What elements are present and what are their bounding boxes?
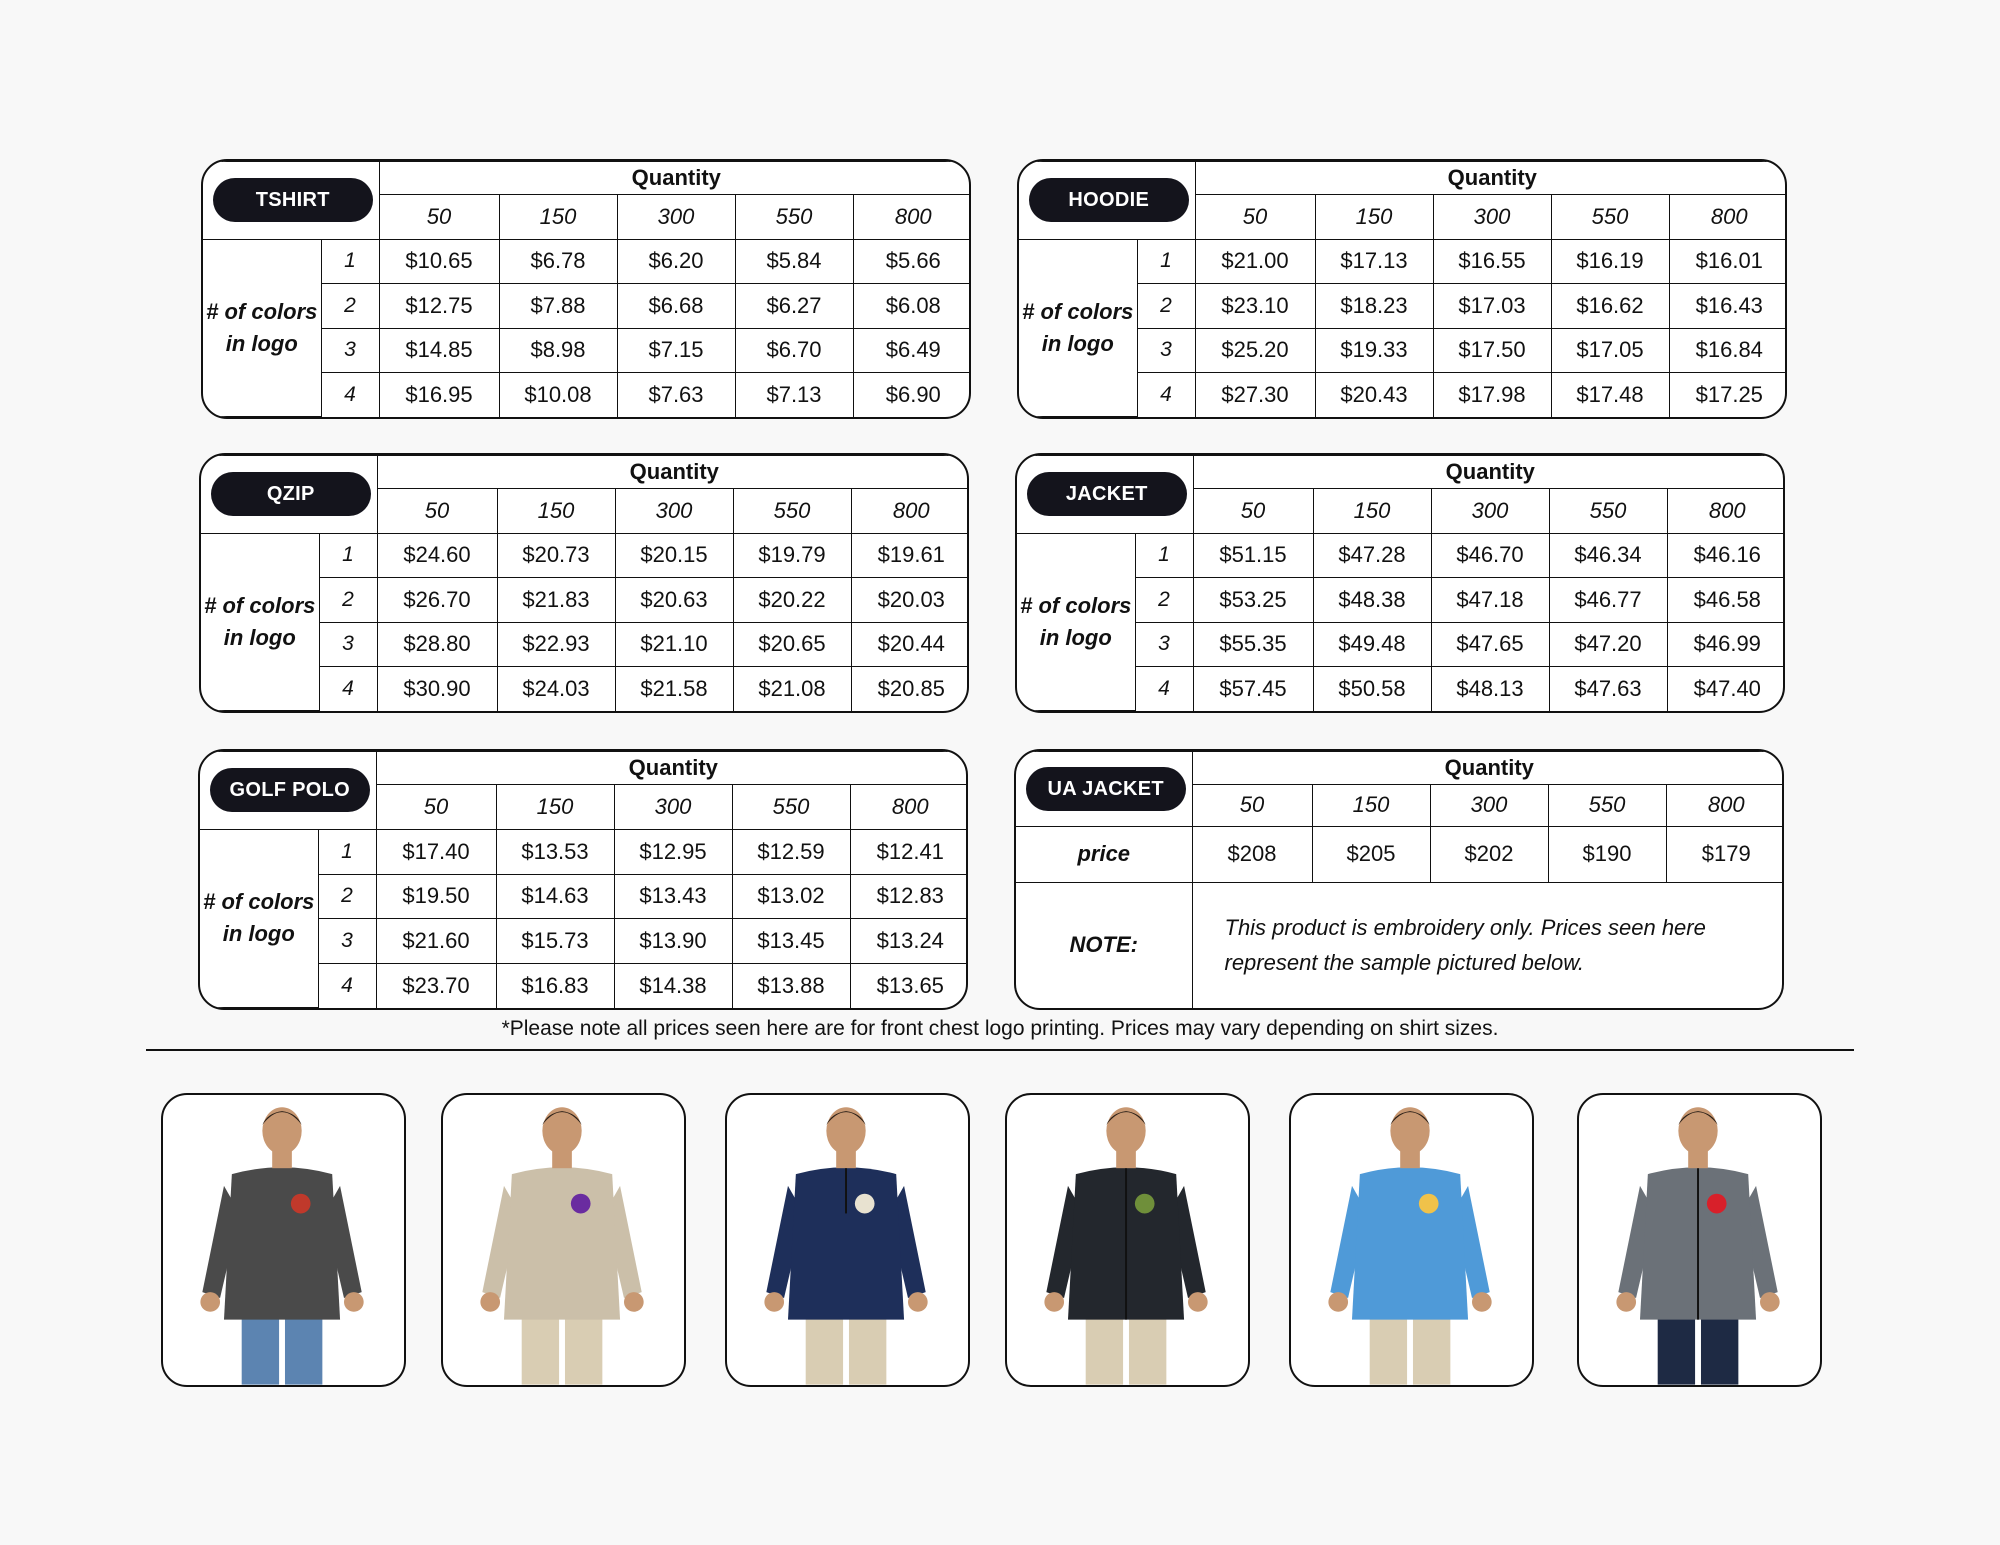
price-cell: $46.16 [1667, 533, 1785, 578]
price-cell: $30.90 [377, 667, 497, 711]
colors-in-logo-label: # of colors in logo [203, 239, 321, 416]
price-cell: $12.95 [614, 829, 732, 874]
color-count: 1 [1135, 533, 1193, 578]
ua-jacket-product-photo [1577, 1093, 1822, 1387]
color-count: 4 [321, 373, 379, 417]
quantity-header: Quantity [377, 456, 969, 489]
price-cell: $16.01 [1669, 239, 1787, 284]
price-cell: $12.41 [850, 829, 968, 874]
colors-in-logo-label: # of colors in logo [200, 829, 318, 1007]
quantity-column-header: 550 [733, 489, 851, 534]
price-cell: $18.23 [1315, 284, 1433, 329]
quantity-column-header: 800 [1669, 195, 1787, 240]
price-cell: $14.38 [614, 964, 732, 1008]
quantity-column-header: 150 [1315, 195, 1433, 240]
table-row [200, 829, 968, 874]
color-count: 4 [318, 964, 376, 1008]
price-cell: $22.93 [497, 622, 615, 667]
divider [146, 1049, 1854, 1051]
price-cell: $46.99 [1667, 622, 1785, 667]
price-cell: $17.05 [1551, 328, 1669, 373]
table-row [201, 533, 969, 578]
price-cell: $20.85 [851, 667, 969, 711]
price-cell: $20.15 [615, 533, 733, 578]
color-count: 3 [319, 622, 377, 667]
price-cell: $10.65 [379, 239, 499, 284]
jacket-price-table [1017, 455, 1785, 711]
price-cell: $17.98 [1433, 373, 1551, 417]
price-cell: $13.90 [614, 919, 732, 964]
price-cell: $13.02 [732, 874, 850, 919]
color-count: 1 [319, 533, 377, 578]
color-count: 2 [1135, 578, 1193, 623]
price-cell: $20.03 [851, 578, 969, 623]
price-cell: $21.58 [615, 667, 733, 711]
quantity-column-header: 300 [615, 489, 733, 534]
price-cell: $12.75 [379, 284, 499, 329]
price-cell: $16.95 [379, 373, 499, 417]
price-cell: $26.70 [377, 578, 497, 623]
ua-jacket-model-image [1579, 1095, 1820, 1385]
note-row [1016, 882, 1784, 1008]
quantity-column-header: 150 [499, 195, 617, 240]
golf-polo-price-table [200, 751, 968, 1008]
ua-jacket-price-table [1016, 751, 1784, 1008]
color-count: 4 [319, 667, 377, 711]
price-cell: $5.66 [853, 239, 971, 284]
color-count: 3 [1137, 328, 1195, 373]
price-cell: $10.08 [499, 373, 617, 417]
price-cell: $25.20 [1195, 328, 1315, 373]
price-cell: $47.65 [1431, 622, 1549, 667]
color-count: 2 [321, 284, 379, 329]
table-row [1016, 826, 1784, 882]
quantity-column-header: 550 [1551, 195, 1669, 240]
qzip-label: QZIP [211, 472, 371, 516]
price-cell: $16.83 [496, 964, 614, 1008]
price-cell: $53.25 [1193, 578, 1313, 623]
price-row-label: price [1016, 826, 1192, 882]
quantity-column-header: 800 [1667, 489, 1785, 534]
price-cell: $7.88 [499, 284, 617, 329]
jacket-price-card [1015, 453, 1785, 713]
jacket-model-image [1007, 1095, 1248, 1385]
price-cell: $14.63 [496, 874, 614, 919]
table-row [1019, 239, 1787, 284]
price-cell: $20.43 [1315, 373, 1433, 417]
price-cell: $28.80 [377, 622, 497, 667]
price-cell: $48.38 [1313, 578, 1431, 623]
quantity-column-header: 50 [376, 785, 496, 830]
color-count: 4 [1135, 667, 1193, 711]
price-cell: $17.13 [1315, 239, 1433, 284]
color-count: 3 [1135, 622, 1193, 667]
price-cell: $47.40 [1667, 667, 1785, 711]
price-cell: $5.84 [735, 239, 853, 284]
qzip-product-photo [725, 1093, 970, 1387]
price-cell: $16.55 [1433, 239, 1551, 284]
price-cell: $46.77 [1549, 578, 1667, 623]
quantity-column-header: 800 [851, 489, 969, 534]
price-cell: $47.20 [1549, 622, 1667, 667]
hoodie-label: HOODIE [1029, 178, 1189, 222]
hoodie-product-photo [441, 1093, 686, 1387]
golf-polo-price-card [198, 749, 968, 1010]
price-cell: $17.03 [1433, 284, 1551, 329]
price-cell: $21.60 [376, 919, 496, 964]
color-count: 1 [318, 829, 376, 874]
price-cell: $20.73 [497, 533, 615, 578]
quantity-column-header: 300 [614, 785, 732, 830]
price-cell: $205 [1312, 826, 1430, 882]
price-cell: $48.13 [1431, 667, 1549, 711]
price-cell: $6.49 [853, 328, 971, 373]
quantity-column-header: 550 [735, 195, 853, 240]
polo-product-photo [1289, 1093, 1534, 1387]
price-cell: $19.61 [851, 533, 969, 578]
quantity-column-header: 550 [1549, 489, 1667, 534]
color-count: 4 [1137, 373, 1195, 417]
price-cell: $7.13 [735, 373, 853, 417]
hoodie-model-image [443, 1095, 684, 1385]
quantity-header: Quantity [1195, 162, 1787, 195]
price-cell: $6.08 [853, 284, 971, 329]
quantity-column-header: 150 [496, 785, 614, 830]
color-count: 1 [1137, 239, 1195, 284]
price-cell: $16.19 [1551, 239, 1669, 284]
quantity-column-header: 150 [1312, 785, 1430, 827]
price-cell: $6.20 [617, 239, 735, 284]
price-cell: $13.88 [732, 964, 850, 1008]
price-cell: $16.43 [1669, 284, 1787, 329]
price-cell: $13.53 [496, 829, 614, 874]
price-cell: $17.40 [376, 829, 496, 874]
color-count: 3 [318, 919, 376, 964]
price-cell: $13.24 [850, 919, 968, 964]
price-cell: $20.22 [733, 578, 851, 623]
golf-polo-label: GOLF POLO [210, 768, 370, 812]
colors-in-logo-label: # of colors in logo [1017, 533, 1135, 710]
price-cell: $23.70 [376, 964, 496, 1008]
hoodie-price-card [1017, 159, 1787, 419]
price-cell: $46.70 [1431, 533, 1549, 578]
tshirt-price-table [203, 161, 971, 417]
polo-model-image [1291, 1095, 1532, 1385]
quantity-column-header: 300 [1430, 785, 1548, 827]
ua-jacket-price-card [1014, 749, 1784, 1010]
price-cell: $6.90 [853, 373, 971, 417]
quantity-column-header: 150 [497, 489, 615, 534]
price-cell: $13.45 [732, 919, 850, 964]
quantity-column-header: 50 [379, 195, 499, 240]
price-cell: $17.50 [1433, 328, 1551, 373]
price-cell: $6.27 [735, 284, 853, 329]
price-cell: $13.65 [850, 964, 968, 1008]
price-cell: $47.18 [1431, 578, 1549, 623]
price-cell: $17.25 [1669, 373, 1787, 417]
price-cell: $190 [1548, 826, 1666, 882]
tshirt-product-photo [161, 1093, 406, 1387]
quantity-column-header: 50 [1193, 489, 1313, 534]
price-cell: $14.85 [379, 328, 499, 373]
colors-in-logo-label: # of colors in logo [201, 533, 319, 710]
price-cell: $19.33 [1315, 328, 1433, 373]
price-cell: $24.60 [377, 533, 497, 578]
price-cell: $15.73 [496, 919, 614, 964]
note-label: NOTE: [1016, 882, 1192, 1008]
pricing-footnote: *Please note all prices seen here are for front chest logo printing. Prices may vary depending on shirt sizes. [501, 1017, 1499, 1040]
tshirt-label: TSHIRT [213, 178, 373, 222]
price-cell: $21.10 [615, 622, 733, 667]
colors-in-logo-label: # of colors in logo [1019, 239, 1137, 416]
table-row [1017, 533, 1785, 578]
quantity-column-header: 150 [1313, 489, 1431, 534]
price-cell: $46.34 [1549, 533, 1667, 578]
price-cell: $21.83 [497, 578, 615, 623]
quantity-header: Quantity [1192, 752, 1784, 785]
quantity-column-header: 300 [1433, 195, 1551, 240]
price-cell: $16.84 [1669, 328, 1787, 373]
qzip-price-table [201, 455, 969, 711]
note-text: This product is embroidery only. Prices seen here represent the sample pictured below. [1192, 882, 1784, 1008]
price-cell: $49.48 [1313, 622, 1431, 667]
price-cell: $46.58 [1667, 578, 1785, 623]
price-cell: $19.79 [733, 533, 851, 578]
ua-jacket-label: UA JACKET [1026, 767, 1186, 811]
price-cell: $8.98 [499, 328, 617, 373]
quantity-column-header: 300 [1431, 489, 1549, 534]
price-cell: $6.70 [735, 328, 853, 373]
price-cell: $20.63 [615, 578, 733, 623]
price-cell: $7.15 [617, 328, 735, 373]
table-row [203, 239, 971, 284]
color-count: 2 [1137, 284, 1195, 329]
price-cell: $20.65 [733, 622, 851, 667]
price-cell: $179 [1666, 826, 1784, 882]
price-cell: $12.59 [732, 829, 850, 874]
quantity-column-header: 800 [1666, 785, 1784, 827]
quantity-column-header: 50 [1195, 195, 1315, 240]
price-cell: $13.43 [614, 874, 732, 919]
price-cell: $21.08 [733, 667, 851, 711]
price-cell: $21.00 [1195, 239, 1315, 284]
price-cell: $208 [1192, 826, 1312, 882]
price-cell: $51.15 [1193, 533, 1313, 578]
quantity-column-header: 550 [732, 785, 850, 830]
quantity-column-header: 300 [617, 195, 735, 240]
price-cell: $7.63 [617, 373, 735, 417]
price-cell: $20.44 [851, 622, 969, 667]
price-cell: $19.50 [376, 874, 496, 919]
qzip-model-image [727, 1095, 968, 1385]
color-count: 2 [318, 874, 376, 919]
price-cell: $202 [1430, 826, 1548, 882]
price-cell: $6.68 [617, 284, 735, 329]
price-cell: $24.03 [497, 667, 615, 711]
price-cell: $16.62 [1551, 284, 1669, 329]
quantity-header: Quantity [379, 162, 971, 195]
jacket-label: JACKET [1027, 472, 1187, 516]
price-cell: $27.30 [1195, 373, 1315, 417]
quantity-column-header: 50 [1192, 785, 1312, 827]
quantity-header: Quantity [376, 752, 968, 785]
tshirt-price-card [201, 159, 971, 419]
color-count: 1 [321, 239, 379, 284]
qzip-price-card [199, 453, 969, 713]
quantity-column-header: 800 [853, 195, 971, 240]
price-cell: $57.45 [1193, 667, 1313, 711]
quantity-column-header: 50 [377, 489, 497, 534]
color-count: 2 [319, 578, 377, 623]
color-count: 3 [321, 328, 379, 373]
price-cell: $6.78 [499, 239, 617, 284]
price-cell: $23.10 [1195, 284, 1315, 329]
price-cell: $55.35 [1193, 622, 1313, 667]
quantity-column-header: 800 [850, 785, 968, 830]
price-cell: $50.58 [1313, 667, 1431, 711]
price-cell: $12.83 [850, 874, 968, 919]
price-cell: $47.28 [1313, 533, 1431, 578]
price-cell: $17.48 [1551, 373, 1669, 417]
hoodie-price-table [1019, 161, 1787, 417]
quantity-column-header: 550 [1548, 785, 1666, 827]
tshirt-model-image [163, 1095, 404, 1385]
price-cell: $47.63 [1549, 667, 1667, 711]
jacket-product-photo [1005, 1093, 1250, 1387]
quantity-header: Quantity [1193, 456, 1785, 489]
